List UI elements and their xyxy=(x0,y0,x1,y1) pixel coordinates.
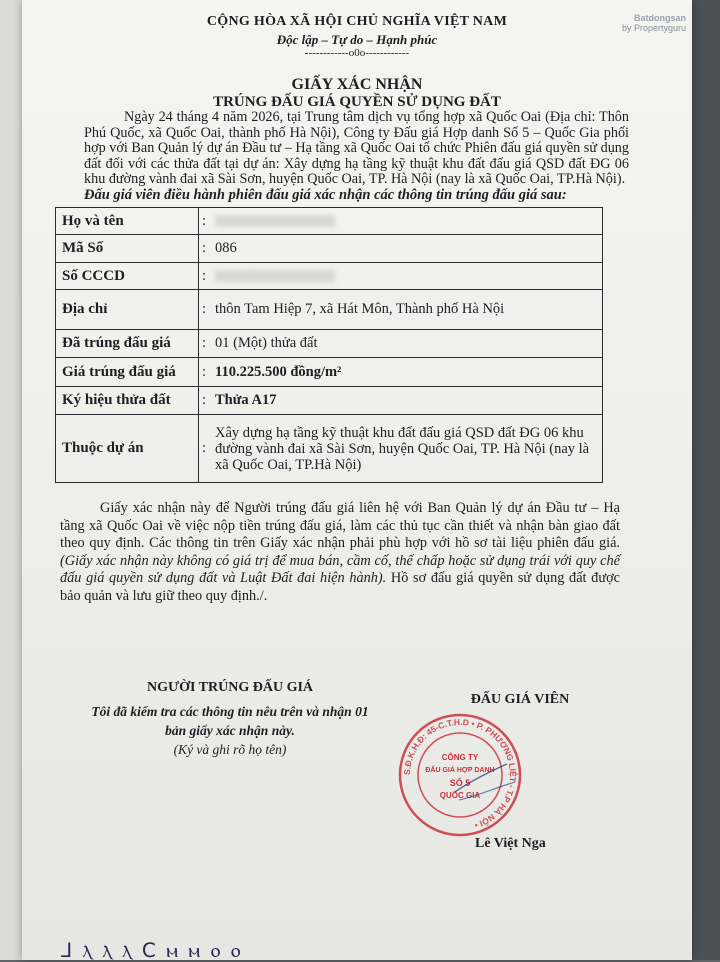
winner-role: NGƯỜI TRÚNG ĐẤU GIÁ xyxy=(146,680,314,695)
row-colon: : xyxy=(199,235,210,263)
row-colon: : xyxy=(199,387,210,415)
table-row xyxy=(56,415,603,483)
row-colon: : xyxy=(199,290,210,330)
document-title: GIẤY XÁC NHẬN xyxy=(291,76,423,93)
row-key: Thuộc dự án xyxy=(56,415,199,483)
row-key: Mã Số xyxy=(56,235,199,263)
svg-text:QUỐC GIA: QUỐC GIA xyxy=(439,791,481,800)
row-key: Số CCCD xyxy=(56,263,199,290)
auctioneer-role: ĐẤU GIÁ VIÊN xyxy=(470,692,570,707)
table-lead: Đấu giá viên điều hành phiên đấu giá xác nhận các thông tin trúng đấu giá sau: xyxy=(84,187,567,203)
header-divider: ------------o0o------------ xyxy=(304,47,410,59)
auctioneer-name: Lê Việt Nga xyxy=(475,836,546,851)
redacted-blur xyxy=(215,215,335,227)
row-key: Giá trúng đấu giá xyxy=(56,358,199,387)
winner-info-table xyxy=(55,207,603,483)
redacted-blur xyxy=(215,270,335,282)
body-italic-note: (Giấy xác nhận này không có giá trị để mua bán, cầm cố, thế chấp hoặc sử dụng trái với quy chế đấu giá quyền sử dụng đất và Luật Đất đai hiện hành). xyxy=(60,552,620,586)
table-row xyxy=(56,290,603,330)
row-colon: : xyxy=(199,330,210,358)
winner-signature-block xyxy=(80,680,380,758)
table-row xyxy=(56,330,603,358)
document-subtitle: TRÚNG ĐẤU GIÁ QUYỀN SỬ DỤNG ĐẤT xyxy=(213,94,501,110)
row-value-redacted xyxy=(209,208,603,235)
svg-text:SỐ 5: SỐ 5 xyxy=(449,778,471,788)
company-seal-stamp xyxy=(397,712,523,838)
nation-header: CỘNG HÒA XÃ HỘI CHỦ NGHĨA VIỆT NAM xyxy=(206,14,508,29)
row-value: Thửa A17 xyxy=(209,387,603,415)
svg-text:S.Đ.K.H.Đ: 45-C.T.H.D • P. PHƯ: S.Đ.K.H.Đ: 45-C.T.H.D • P. PHƯƠNG LIỆT - T.P HÀ NỘI • xyxy=(401,716,519,831)
motto: Độc lập – Tự do – Hạnh phúc xyxy=(276,32,438,47)
intro-paragraph: Ngày 24 tháng 4 năm 2026, tại Trung tâm dịch vụ tổng hợp xã Quốc Oai (Địa chỉ: Thôn Phú Quốc, xã Quốc Oai, thành phố Hà Nội), Công ty Đấu giá Hợp danh Số 5 – Quốc Gia phối hợp với Ban Quản lý dự án Đầu tư – Hạ tầng xã Quốc Oai tổ chức Phiên đấu giá quyền sử dụng đất đối với các thửa đất tại dự án: Xây dựng hạ tầng kỹ thuật khu đất đấu giá QSD đất ĐG 06 khu đường vành đai xã Sài Sơn, huyện Quốc Oai, TP. Hà Nội (nay là xã Quốc Oai, TP.Hà Nội). xyxy=(84,109,629,187)
row-value: 110.225.500 đồng/m² xyxy=(209,358,603,387)
svg-text:CÔNG TY: CÔNG TY xyxy=(441,753,479,762)
body-text: Giấy xác nhận này để Người trúng đấu giá liên hệ với Ban Quản lý dự án Đầu tư – Hạ tầng xã Quốc Oai về việc nộp tiền trúng đấu giá, làm các thủ tục cần thiết và nhận bàn giao đất theo quy định. Các thông tin trên Giấy xác nhận phải phù hợp với hồ sơ tài liệu phiên đấu giá. xyxy=(60,500,620,551)
row-key: Ký hiệu thửa đất xyxy=(56,387,199,415)
row-colon: : xyxy=(199,208,210,235)
auctioneer-signature-block xyxy=(420,692,620,708)
winner-sign-instruction: (Ký và ghi rõ họ tên) xyxy=(173,742,287,757)
row-value: 01 (Một) thửa đất xyxy=(209,330,603,358)
row-colon: : xyxy=(199,358,210,387)
table-row xyxy=(56,358,603,387)
row-key: Đã trúng đấu giá xyxy=(56,330,199,358)
body-text-end: Hồ sơ đấu giá quyền sử dụng đất được bảo quản và lưu giữ theo quy định./. xyxy=(60,570,620,604)
svg-text:ĐẤU GIÁ HỢP DANH: ĐẤU GIÁ HỢP DANH xyxy=(425,767,495,774)
row-colon: : xyxy=(199,263,210,290)
row-value: thôn Tam Hiệp 7, xã Hát Môn, Thành phố Hà Nội xyxy=(209,290,603,330)
row-key: Họ và tên xyxy=(56,208,199,235)
watermark: Batdongsan by Propertyguru xyxy=(621,13,686,33)
row-colon: : xyxy=(199,415,210,483)
table-row xyxy=(56,263,603,290)
body-paragraph xyxy=(60,500,620,605)
row-key: Địa chỉ xyxy=(56,290,199,330)
handwritten-scrawl: ᒧ ⲗ ⲗ ⲗ ꓚ ⲙ ⲙ ⲟ ⲟ xyxy=(60,938,243,962)
winner-note: Tôi đã kiểm tra các thông tin nêu trên và nhận 01 bản giấy xác nhận này. xyxy=(91,704,369,738)
table-row xyxy=(56,208,603,235)
row-value: 086 xyxy=(209,235,603,263)
row-value: Xây dựng hạ tầng kỹ thuật khu đất đấu giá QSD đất ĐG 06 khu đường vành đai xã Sài Sơn, huyện Quốc Oai, TP. Hà Nội (nay là xã Quốc Oai, TP.Hà Nội) xyxy=(209,415,603,483)
table-row xyxy=(56,387,603,415)
row-value-redacted xyxy=(209,263,603,290)
table-row xyxy=(56,235,603,263)
